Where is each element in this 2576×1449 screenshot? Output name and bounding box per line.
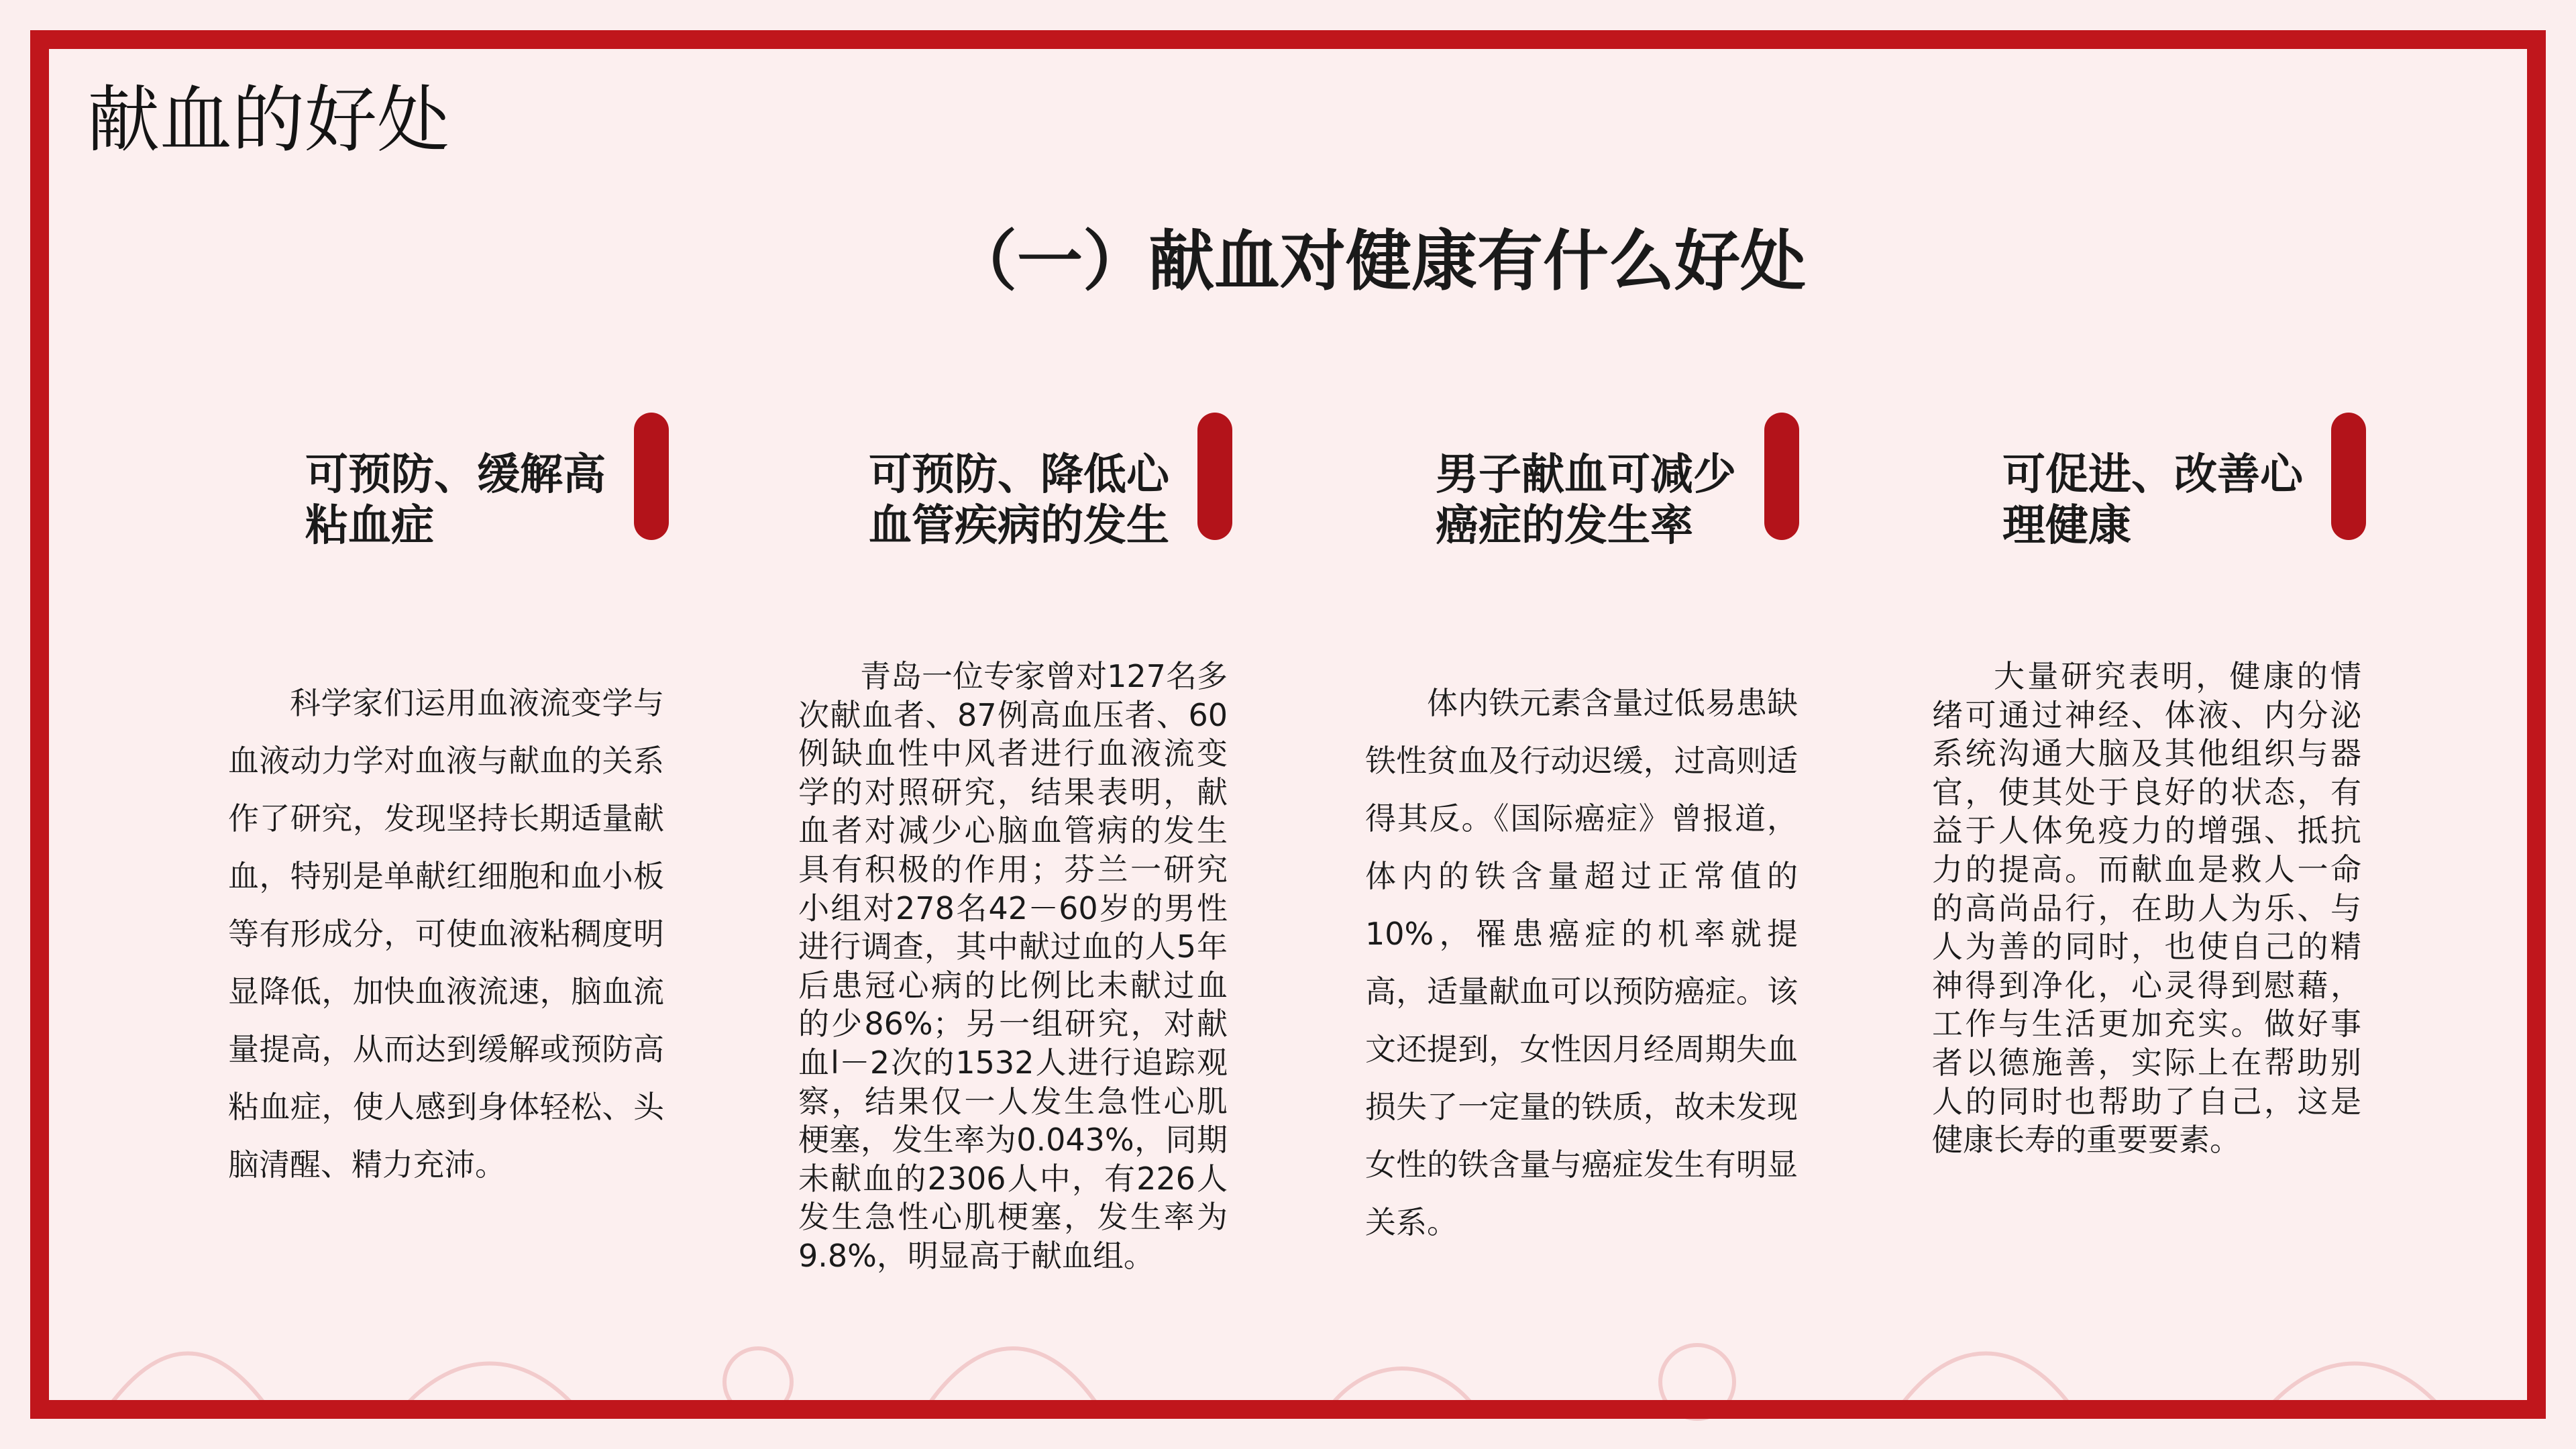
card-mental-health — [1932, 413, 2375, 1159]
card-heading-block — [1932, 413, 2375, 551]
accent-bar — [1764, 413, 1799, 540]
card-body: 青岛一位专家曾对127名多次献血者、87例高血压者、60例缺血性中风者进行血液流变学的对照研究，结果表明，献血者对减少心脑血管病的发生具有积极的作用；芬兰一研究小组对278名42－60岁的男性进行调查，其中献过血的人5年后患冠心病的比例比未献过血的少86%；另一组研究，对献血l－2次的1532人进行追踪观察，结果仅一人发生急性心肌梗塞，发生率为0.043%，同期未献血的2306人中，有226人发生急性心肌梗塞，发生率为9.8%，明显高于献血组。 — [798, 658, 1228, 1274]
card-heading: 可预防、缓解高 粘血症 — [305, 450, 606, 551]
card-prevent-hyperviscosity — [228, 413, 671, 1183]
accent-bar — [634, 413, 669, 540]
card-heading-block — [1365, 413, 1808, 551]
card-body: 体内铁元素含量过低易患缺铁性贫血及行动迟缓，过高则适得其反。《国际癌症》曾报道，体内的铁含量超过正常值的10%，罹患癌症的机率就提高，适量献血可以预防癌症。该文还提到，女性因月经周期失血损失了一定量的铁质，故未发现女性的铁含量与癌症发生有明显关系。 — [1365, 685, 1798, 1240]
page-title: 献血的好处 — [87, 78, 450, 162]
card-body: 科学家们运用血液流变学与血液动力学对血液与献血的关系作了研究，发现坚持长期适量献血，特别是单献红细胞和血小板等有形成分，可使血液粘稠度明显降低，加快血液流速，脑血流量提高，从而达到缓解或预防高粘血症，使人感到身体轻松、头脑清醒、精力充沛。 — [228, 685, 664, 1183]
card-cancer-reduction — [1365, 413, 1808, 1240]
card-body: 大量研究表明，健康的情绪可通过神经、体液、内分泌系统沟通大脑及其他组织与器官，使其处于良好的状态，有益于人体免疫力的增强、抵抗力的提高。而献血是救人一命的高尚品行，在助人为乐、与人为善的同时，也使自己的精神得到净化，心灵得到慰藉，工作与生活更加充实。做好事者以德施善，实际上在帮助别人的同时也帮助了自己，这是健康长寿的重要要素。 — [1932, 658, 2361, 1159]
card-heading-block — [798, 413, 1241, 551]
card-heading-block — [228, 413, 671, 551]
section-subtitle: （一）献血对健康有什么好处 — [951, 223, 1806, 300]
card-heading: 可促进、改善心 理健康 — [2002, 450, 2303, 551]
card-cardiovascular — [798, 413, 1241, 1274]
accent-bar — [1197, 413, 1232, 540]
accent-bar — [2331, 413, 2366, 540]
card-heading: 男子献血可减少 癌症的发生率 — [1436, 450, 1736, 551]
card-heading: 可预防、降低心 血管疾病的发生 — [869, 450, 1169, 551]
